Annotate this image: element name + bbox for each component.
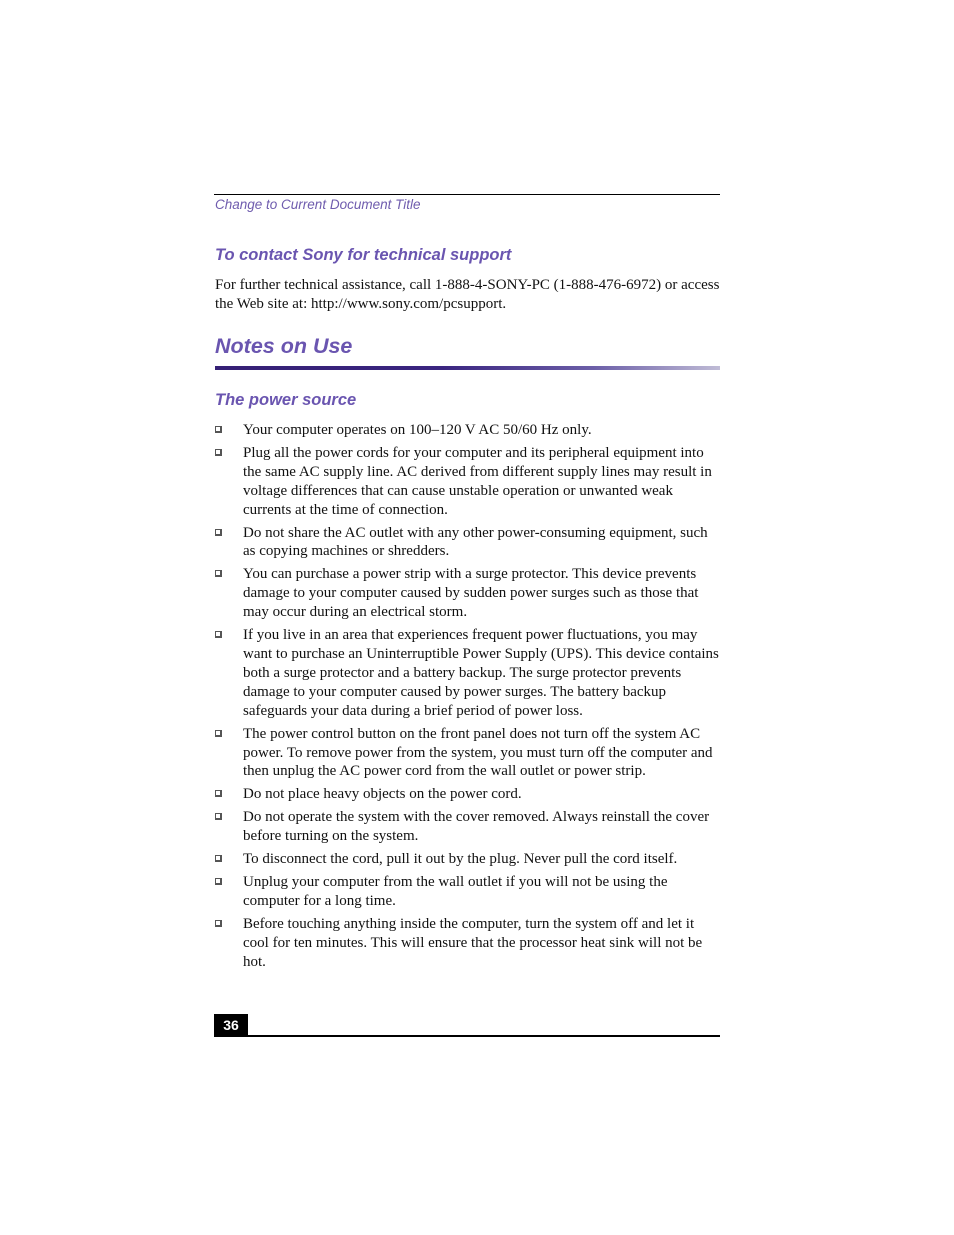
checkbox-bullet-icon — [215, 730, 222, 737]
page-number: 36 — [214, 1014, 248, 1036]
checkbox-bullet-icon — [215, 426, 222, 433]
section-title: Notes on Use — [215, 334, 353, 358]
list-item-text: You can purchase a power strip with a surge protector. This device prevents damage to your computer caused by sudden power surges such as those that may occur during an electrical storm. — [243, 566, 699, 621]
contact-paragraph: For further technical assistance, call 1-888-4-SONY-PC (1-888-476-6972) or access the Web site at: http://www.sony.com/pcsupport. — [215, 277, 720, 312]
list-item — [214, 725, 720, 782]
checkbox-bullet-icon — [215, 631, 222, 638]
checkbox-bullet-icon — [215, 790, 222, 797]
list-item — [214, 785, 720, 804]
list-item — [214, 873, 720, 911]
list-item — [214, 524, 720, 562]
list-item-text: Before touching anything inside the computer, turn the system off and let it cool for ten minutes. This will ensure that the processor heat sink will not be hot. — [243, 915, 703, 970]
checkbox-bullet-icon — [215, 813, 222, 820]
checkbox-bullet-icon — [215, 449, 222, 456]
list-item-text: Do not place heavy objects on the power cord. — [243, 786, 522, 803]
list-item — [214, 565, 720, 622]
list-item — [214, 808, 720, 846]
running-header: Change to Current Document Title — [215, 197, 421, 212]
list-item-text: Your computer operates on 100–120 V AC 50/60 Hz only. — [243, 422, 592, 438]
list-item-text: If you live in an area that experiences frequent power fluctuations, you may want to purchase an Uninterruptible Power Supply (UPS). This device contains both a surge protector and a battery backup. The surge protector prevents damage to your computer caused by power surges. The battery backup safeguards your data during a brief period of power loss. — [243, 627, 719, 719]
list-item — [214, 850, 720, 869]
checkbox-bullet-icon — [215, 570, 222, 577]
checkbox-bullet-icon — [215, 878, 222, 885]
list-item — [214, 626, 720, 721]
list-item-text: To disconnect the cord, pull it out by the plug. Never pull the cord itself. — [243, 851, 678, 868]
checkbox-bullet-icon — [215, 529, 222, 536]
checkbox-bullet-icon — [215, 920, 222, 927]
list-item-text: The power control button on the front panel does not turn off the system AC power. To remove power from the system, you must turn off the computer and then unplug the AC power cord from the wall outlet or power strip. — [243, 725, 713, 780]
contact-heading: To contact Sony for technical support — [215, 246, 512, 264]
list-item-text: Do not operate the system with the cover removed. Always reinstall the cover before turning on the system. — [243, 809, 710, 845]
list-item — [214, 421, 720, 440]
list-item-text: Do not share the AC outlet with any other power-consuming equipment, such as copying machines or shredders. — [243, 524, 708, 560]
list-item — [214, 444, 720, 520]
power-source-heading: The power source — [215, 391, 357, 409]
section-title-rule — [215, 366, 720, 370]
list-item — [214, 915, 720, 972]
footer-rule — [214, 1035, 720, 1037]
list-item-text: Plug all the power cords for your computer and its peripheral equipment into the same AC supply line. AC derived from different supply lines may result in voltage differences that can cause unstable operation or unwanted weak currents at the time of connection. — [243, 444, 712, 518]
header-rule — [214, 194, 720, 195]
power-notes-list — [214, 421, 720, 975]
list-item-text: Unplug your computer from the wall outlet if you will not be using the computer for a long time. — [243, 873, 668, 909]
checkbox-bullet-icon — [215, 855, 222, 862]
